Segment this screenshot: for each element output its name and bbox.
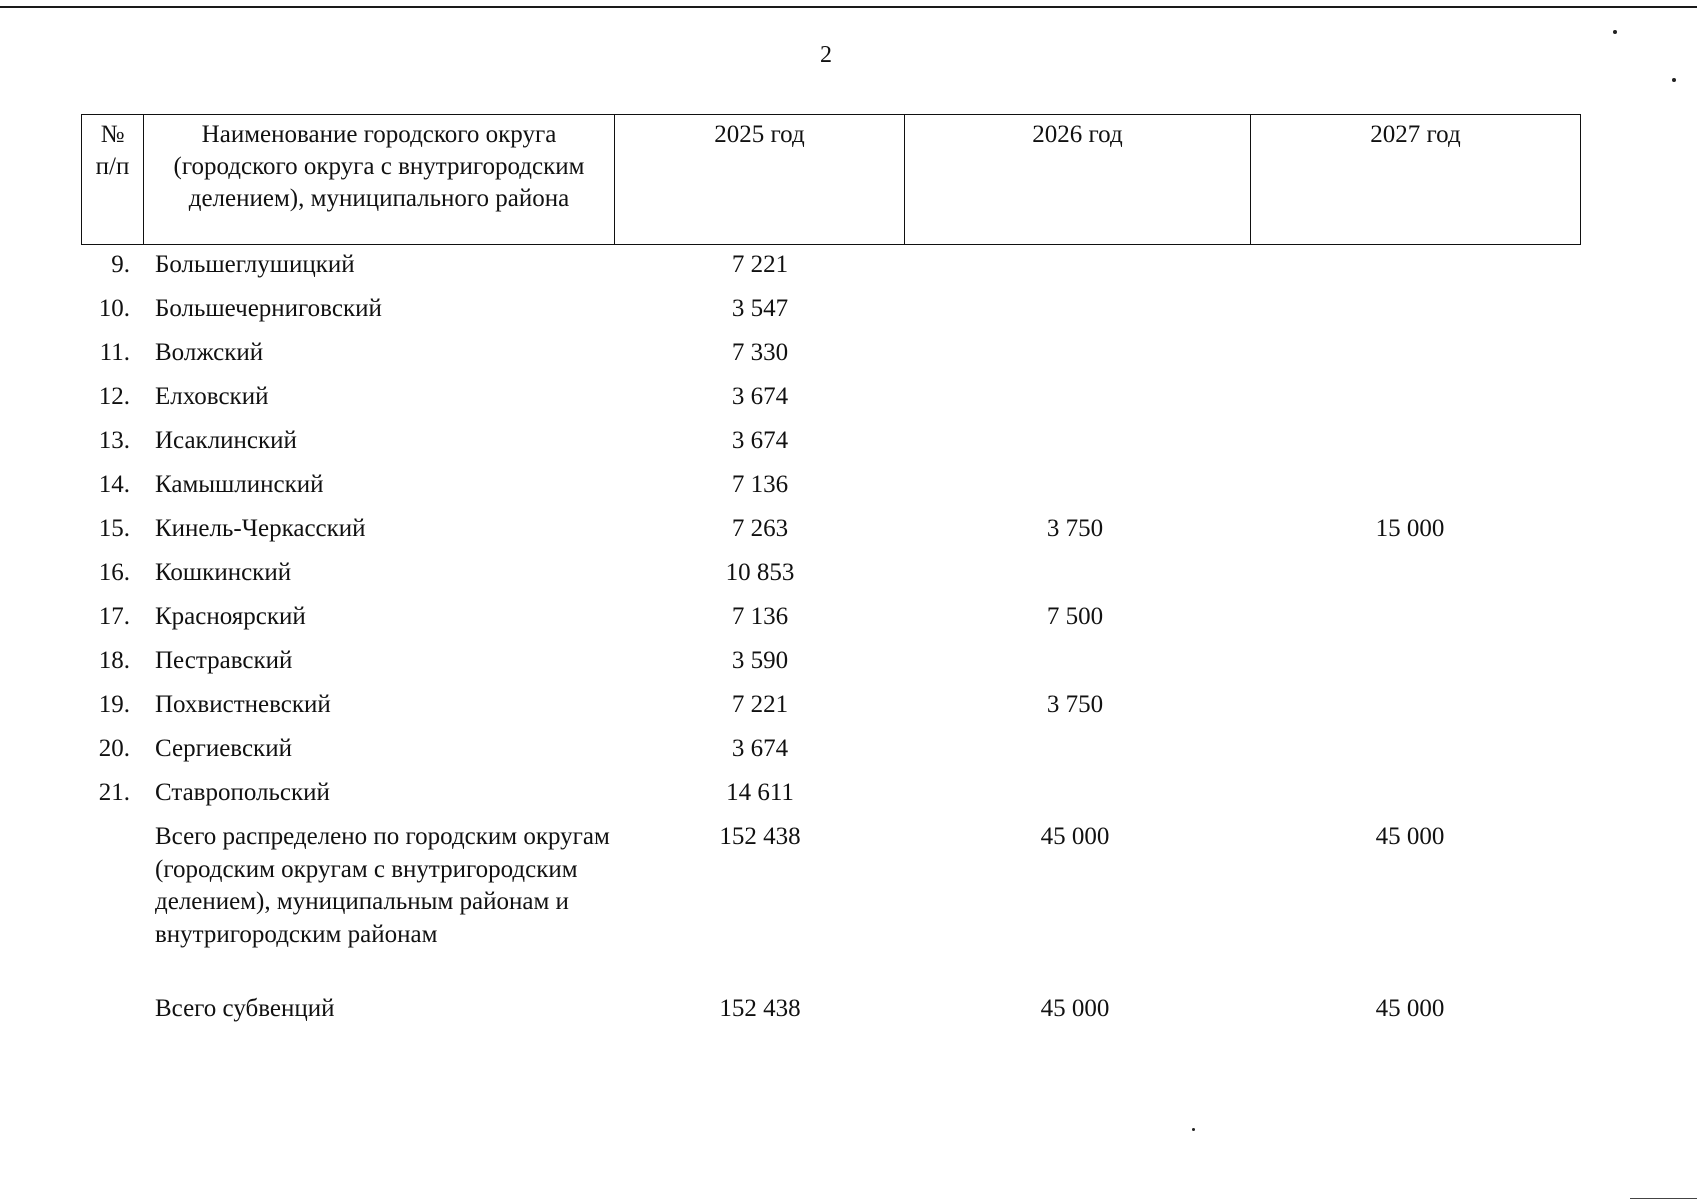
table-row [0,513,1697,557]
total-distributed-2026: 45 000 [1040,823,1110,850]
row-name: Пестравский [155,647,293,674]
table-row [0,337,1697,381]
row-value-2025: 7 136 [731,471,789,498]
table-row [0,249,1697,293]
row-number: 19. [98,691,130,718]
table-row [0,777,1697,821]
header-col-2026: 2026 год [905,115,1251,245]
row-number: 14. [98,471,130,498]
row-value-2025: 10 853 [725,559,795,586]
row-value-2025: 3 674 [731,427,789,454]
row-name: Кошкинский [155,559,292,586]
row-value-2025: 7 221 [731,691,789,718]
total-distributed-2027: 45 000 [1375,823,1445,850]
row-number: 17. [98,603,130,630]
row-value-2026: 3 750 [1046,515,1104,542]
row-number: 16. [98,559,130,586]
row-value-2026: 3 750 [1046,691,1104,718]
row-number: 10. [98,295,130,322]
total-distributed-row [0,821,1697,991]
header-col-2025: 2025 год [615,115,905,245]
total-subventions-label: Всего субвенций [155,995,335,1022]
table-row [0,733,1697,777]
header-col-name: Наименование городского округа (городского округа с внутригородским делением), муниципального района [144,115,615,245]
table-row [0,381,1697,425]
row-name: Большечерниговский [155,295,382,322]
row-value-2025: 7 221 [731,251,789,278]
row-name: Красноярский [155,603,306,630]
top-border-line [0,6,1697,8]
row-name: Камышлинский [155,471,324,498]
table-row [0,425,1697,469]
row-name: Волжский [155,339,264,366]
row-number: 13. [98,427,130,454]
row-number: 9. [111,251,130,278]
row-name: Елховский [155,383,269,410]
row-name: Ставропольский [155,779,330,806]
total-subventions-2026: 45 000 [1040,995,1110,1022]
row-value-2025: 7 263 [731,515,789,542]
row-value-2027: 15 000 [1375,515,1445,542]
header-col-num: № п/п [82,115,144,245]
table-row [0,293,1697,337]
page-number: 2 [820,42,832,68]
row-value-2025: 7 136 [731,603,789,630]
row-name: Сергиевский [155,735,292,762]
total-subventions-row [0,993,1697,1037]
row-name: Большеглушицкий [155,251,355,278]
total-subventions-2027: 45 000 [1375,995,1445,1022]
total-distributed-label: Всего распределено по городским округам (городским округам с внутригородским делением), муниципальным районам и внутригородским районам [155,823,610,948]
total-distributed-2025: 152 438 [719,823,801,850]
row-value-2025: 3 590 [731,647,789,674]
row-number: 20. [98,735,130,762]
row-number: 15. [98,515,130,542]
row-name: Кинель-Черкасский [155,515,366,542]
total-subventions-2025: 152 438 [719,995,801,1022]
table-row [0,601,1697,645]
row-value-2025: 3 547 [731,295,789,322]
row-name: Похвистневский [155,691,331,718]
table-row [0,557,1697,601]
table-row [0,469,1697,513]
table-row [0,645,1697,689]
row-number: 12. [98,383,130,410]
header-col-2027: 2027 год [1251,115,1581,245]
scan-speck [1672,78,1676,82]
table-row [0,689,1697,733]
bottom-corner-line [1630,1198,1697,1199]
row-value-2025: 7 330 [731,339,789,366]
row-number: 11. [99,339,130,366]
row-value-2025: 3 674 [731,735,789,762]
table-header [81,114,1581,245]
row-value-2025: 14 611 [726,779,794,806]
row-value-2025: 3 674 [731,383,789,410]
scan-speck [1192,1128,1195,1131]
row-number: 21. [98,779,130,806]
row-name: Исаклинский [155,427,297,454]
row-number: 18. [98,647,130,674]
scan-speck [1613,30,1617,34]
row-value-2026: 7 500 [1046,603,1104,630]
